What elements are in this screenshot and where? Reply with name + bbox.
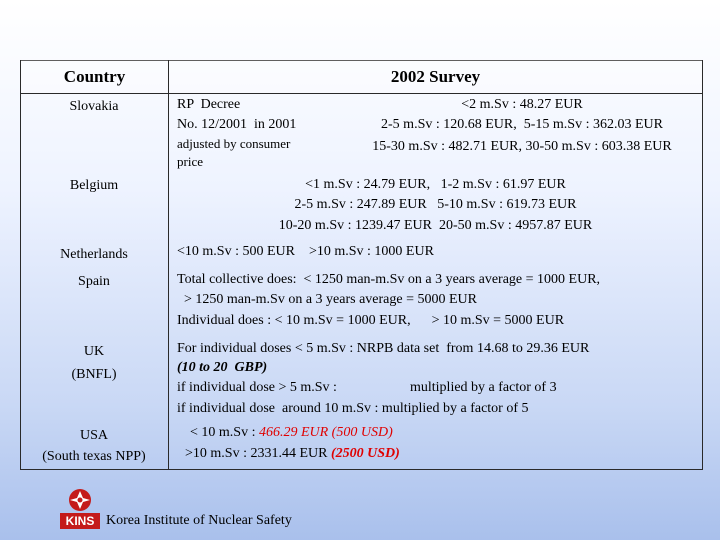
country-uk-org: (BNFL) [71, 367, 117, 382]
decree-line: price [177, 154, 203, 169]
usa-line-1 [190, 423, 393, 443]
table-border-right [702, 60, 703, 470]
column-divider [168, 60, 169, 470]
value-line: Individual does : < 10 m.Sv = 1000 EUR, > 10 m.Sv = 5000 EUR [177, 313, 565, 328]
header-survey: 2002 Survey [169, 60, 702, 93]
header-country: Country [21, 60, 168, 93]
usa-line-2 [185, 444, 400, 464]
country-spain: Spain [78, 274, 110, 289]
country-netherlands: Netherlands [60, 247, 128, 262]
usa-text: < 10 m.Sv : [190, 425, 259, 440]
country-slovakia: Slovakia [69, 99, 119, 114]
value-line: if individual dose around 10 m.Sv : multiplied by a factor of 5 [177, 401, 529, 416]
country-usa-org: (South texas NPP) [42, 449, 146, 464]
value-line: 2-5 m.Sv : 247.89 EUR 5-10 m.Sv : 619.73 EUR [294, 197, 577, 212]
footer [58, 487, 358, 531]
decree-line: No. 12/2001 in 2001 [177, 117, 297, 132]
value-line: multiplied by a factor of 3 [410, 380, 557, 395]
value-line: if individual dose > 5 m.Sv : [177, 380, 337, 395]
value-line: 10-20 m.Sv : 1239.47 EUR 20-50 m.Sv : 4957.87 EUR [278, 218, 593, 233]
value-line: > 1250 man-m.Sv on a 3 years average = 5000 EUR [177, 292, 478, 307]
value-line: For individual doses < 5 m.Sv : NRPB data set from 14.68 to 29.36 EUR [177, 341, 590, 356]
value-line: 2-5 m.Sv : 120.68 EUR, 5-15 m.Sv : 362.03 EUR [381, 117, 663, 132]
survey-table [20, 60, 703, 470]
country-usa: USA [79, 428, 108, 443]
decree-line: RP Decree [177, 97, 241, 112]
organization-name: Korea Institute of Nuclear Safety [106, 513, 292, 528]
decree-line: adjusted by consumer [177, 136, 291, 151]
value-line: <2 m.Sv : 48.27 EUR [461, 97, 583, 112]
value-line: 15-30 m.Sv : 482.71 EUR, 30-50 m.Sv : 603.38 EUR [372, 139, 672, 154]
country-uk: UK [83, 344, 105, 359]
logo-text: KINS [65, 514, 95, 528]
value-line: Total collective does: < 1250 man-m.Sv on a 3 years average = 1000 EUR, [177, 272, 601, 287]
table-border-bottom [20, 469, 703, 470]
value-line: <1 m.Sv : 24.79 EUR, 1-2 m.Sv : 61.97 EUR [305, 177, 566, 192]
netherlands-values: <10 m.Sv : 500 EUR >10 m.Sv : 1000 EUR [177, 244, 434, 259]
value-line: (10 to 20 GBP) [177, 360, 268, 375]
usa-highlight: 466.29 EUR (500 USD) [258, 425, 393, 440]
usa-highlight: (2500 USD) [330, 446, 400, 461]
usa-text: >10 m.Sv : 2331.44 EUR [185, 446, 331, 461]
country-belgium: Belgium [69, 178, 119, 193]
header-divider [20, 93, 703, 94]
